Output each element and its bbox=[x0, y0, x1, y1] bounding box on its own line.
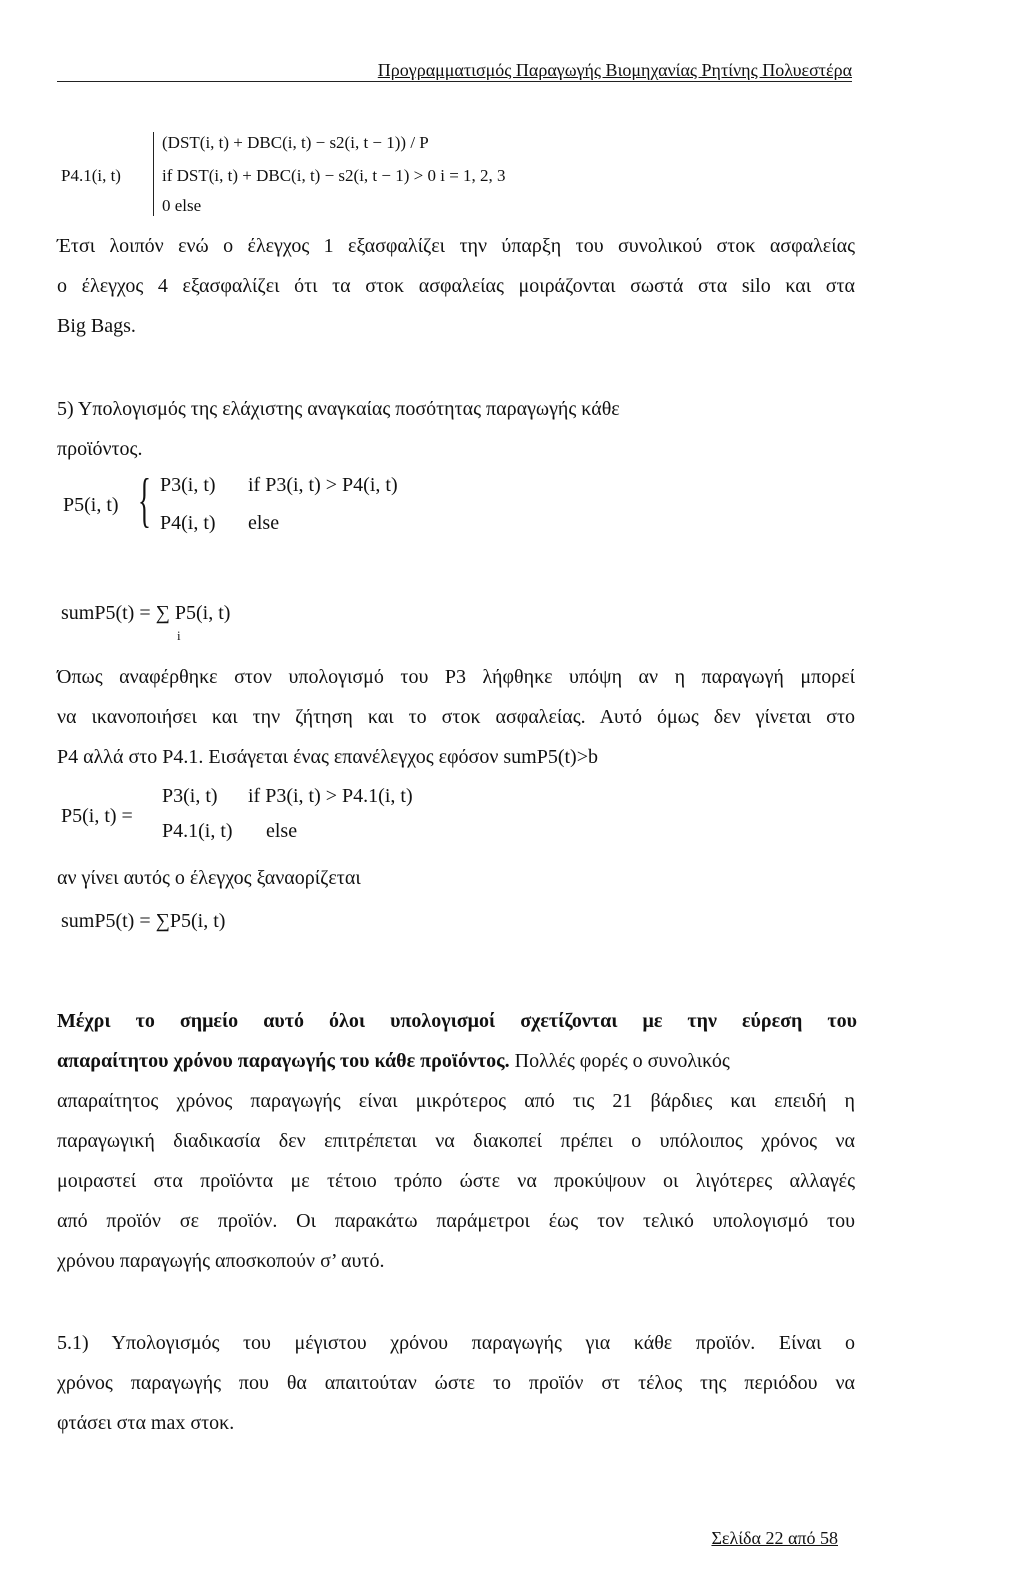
paragraph-1-line-3: Big Bags. bbox=[57, 315, 136, 337]
formula-p41-case2: 0 else bbox=[162, 196, 202, 215]
paragraph-4-line-7: χρόνου παραγωγής αποσκοπούν σ’ αυτό. bbox=[57, 1250, 385, 1272]
formula-p5b-case1-cond: if P3(i, t) > P4.1(i, t) bbox=[248, 785, 413, 807]
formula-sum-1-subscript: i bbox=[177, 628, 181, 643]
formula-p5a-case2-cond: else bbox=[248, 512, 280, 534]
page-number: Σελίδα 22 από 58 bbox=[711, 1528, 838, 1548]
section-5-1-line-2: χρόνος παραγωγής που θα απαιτούταν ώστε το προϊόν στ τέλος της περιόδου να bbox=[57, 1372, 855, 1394]
formula-p41-lhs: P4.1(i, t) bbox=[61, 166, 121, 185]
paragraph-4-line-5: μοιραστεί στα προϊόντα με τέτοιο τρόπο ώστε να προκύψουν οι λιγότερες αλλαγές bbox=[57, 1170, 855, 1192]
formula-p5a-lhs: P5(i, t) bbox=[63, 494, 119, 516]
running-header: Προγραμματισμός Παραγωγής Βιομηχανίας Ρητίνης Πολυεστέρα bbox=[377, 60, 852, 80]
paragraph-2-line-1: Όπως αναφέρθηκε στον υπολογισμό του P3 λήφθηκε υπόψη αν η παραγωγή μπορεί bbox=[57, 666, 855, 688]
formula-p5a-case1-val: P3(i, t) bbox=[160, 474, 216, 496]
section-5-1-line-3: φτάσει στα max στοκ. bbox=[57, 1412, 235, 1434]
paragraph-3-line-1: αν γίνει αυτός ο έλεγχος ξαναορίζεται bbox=[57, 867, 361, 889]
formula-p5a-case2-val: P4(i, t) bbox=[160, 512, 216, 534]
formula-p5b-case1-val: P3(i, t) bbox=[162, 785, 218, 807]
formula-p41-case1-expr: (DST(i, t) + DBC(i, t) − s2(i, t − 1)) / P bbox=[162, 133, 429, 152]
formula-p5a-case1-cond: if P3(i, t) > P4(i, t) bbox=[248, 474, 398, 496]
formula-p41-case1-cond: if DST(i, t) + DBC(i, t) − s2(i, t − 1) > 0 i = 1, 2, 3 bbox=[162, 166, 506, 185]
left-brace-icon: { bbox=[138, 467, 151, 533]
paragraph-4-line-3: απαραίτητος χρόνος παραγωγής είναι μικρότερος από τις 21 βάρδιες και επειδή η bbox=[57, 1090, 855, 1112]
formula-p5b-case2-val: P4.1(i, t) bbox=[162, 820, 233, 842]
formula-p41-bar bbox=[153, 132, 154, 216]
paragraph-1-line-2: ο έλεγχος 4 εξασφαλίζει ότι τα στοκ ασφαλείας μοιράζονται σωστά στα silo και στα bbox=[57, 275, 855, 297]
formula-p5b-case2-cond: else bbox=[266, 820, 298, 842]
section-5-1-line-1: 5.1) Υπολογισμός του μέγιστου χρόνου παραγωγής για κάθε προϊόν. Είναι ο bbox=[57, 1332, 855, 1354]
formula-sum-1: sumP5(t) = ∑ P5(i, t) bbox=[61, 602, 231, 624]
section-5-line-2: προϊόντος. bbox=[57, 438, 143, 460]
section-5-line-1: 5) Υπολογισμός της ελάχιστης αναγκαίας ποσότητας παραγωγής κάθε bbox=[57, 398, 620, 420]
paragraph-4-line-2 bbox=[57, 1050, 730, 1073]
paragraph-4-bold-line-1: Μέχρι το σημείο αυτό όλοι υπολογισμοί σχετίζονται με την εύρεση του bbox=[57, 1010, 857, 1032]
formula-sum-2: sumP5(t) = ∑P5(i, t) bbox=[61, 910, 226, 932]
paragraph-4-line-4: παραγωγική διαδικασία δεν επιτρέπεται να διακοπεί πρέπει ο υπόλοιπος χρόνος να bbox=[57, 1130, 855, 1152]
paragraph-2-line-3: P4 αλλά στο P4.1. Εισάγεται ένας επανέλεγχος εφόσον sumP5(t)>b bbox=[57, 746, 598, 768]
formula-p5b-lhs: P5(i, t) = bbox=[61, 805, 133, 827]
paragraph-2-line-2: να ικανοποιήσει και την ζήτηση και το στοκ ασφαλείας. Αυτό όμως δεν γίνεται στο bbox=[57, 706, 855, 728]
paragraph-4-line-2-rest: Πολλές φορές ο συνολικός bbox=[509, 1050, 730, 1072]
paragraph-4-bold-line-2: απαραίτητου χρόνου παραγωγής του κάθε προϊόντος. bbox=[57, 1050, 510, 1072]
paragraph-4-line-6: από προϊόν σε προϊόν. Οι παρακάτω παράμετροι έως τον τελικό υπολογισμό του bbox=[57, 1210, 855, 1232]
paragraph-1-line-1: Έτσι λοιπόν ενώ ο έλεγχος 1 εξασφαλίζει την ύπαρξη του συνολικού στοκ ασφαλείας bbox=[57, 235, 855, 257]
header-rule bbox=[57, 81, 852, 82]
